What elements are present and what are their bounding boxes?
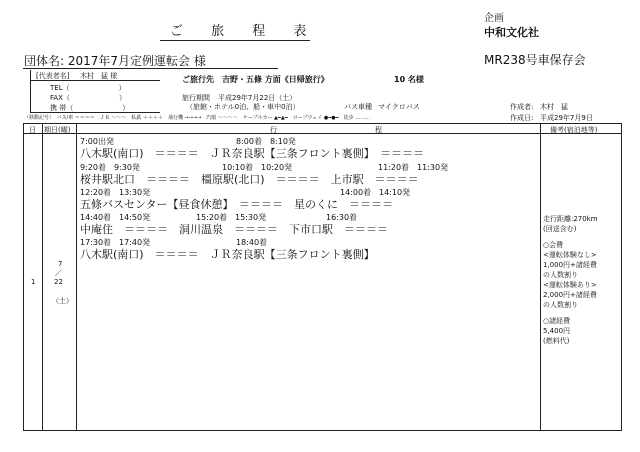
transport-legend: （移動記号） バス/車 ＝＝＝＝ ＪＲ ～～～ 私鉄 ＋＋＋＋ 飛行機 →→→→ 汽船 ～～～～ ケーブルカー ▲━▲━ ロープウェイ ●━●━ 徒歩 ………: [24, 115, 371, 121]
date-month: 7: [58, 260, 63, 268]
rep-fax: FAX（ ）: [50, 94, 126, 102]
organizer-label: 企画: [484, 13, 504, 24]
stay-info: （旅館・ホテル0泊、船・車中0泊）: [186, 103, 300, 111]
day-number: 1: [31, 278, 36, 286]
itinerary-time: 14:40着 14:50発: [80, 213, 151, 222]
author-label: 作成者:: [510, 103, 534, 111]
bus-value: マイクロバス: [378, 103, 420, 111]
period-value: 平成29年7月22日（土）: [218, 94, 297, 102]
page-title: ご 旅 程 表: [170, 24, 319, 39]
remark-line: の人数割り: [543, 271, 578, 279]
date-day: 22: [54, 278, 63, 286]
rep-line-2: [30, 112, 160, 113]
remarks-block: [543, 214, 598, 346]
group-name: 団体名: 2017年7月定例運転会 様: [24, 54, 206, 68]
itinerary-time: 15:20着 15:30発: [196, 213, 267, 222]
col-divider-day: [42, 123, 43, 430]
created-value: 平成29年7月9日: [540, 114, 593, 122]
date-weekday: （土）: [52, 297, 73, 305]
rep-line-left: [30, 70, 31, 112]
organizer-name: 中和文化社: [484, 26, 539, 39]
remark-line: 5,400円: [543, 327, 571, 335]
col-divider-date: [76, 123, 77, 430]
itinerary-route: 桜井駅北口 ＝＝＝＝ 橿原駅(北口) ＝＝＝＝ 上市駅 ＝＝＝＝: [80, 173, 419, 186]
rep-mobile: 携 帯（ ）: [50, 104, 130, 112]
header-remarks: 備考(宿泊地等): [550, 126, 598, 134]
itinerary-time: 9:20着 9:30発: [80, 163, 140, 172]
bus-label: バス車種: [344, 103, 372, 111]
remark-line: (回送含む): [543, 225, 577, 233]
itinerary-time: 16:30着: [326, 213, 358, 222]
participant-count: 10 名様: [394, 75, 424, 84]
itinerary-route: 五條バスセンター【昼食休憩】 ＝＝＝＝ 星のくに ＝＝＝＝: [80, 198, 394, 211]
remark-line: ○会費: [543, 241, 564, 249]
rep-name: 木村 猛 様: [80, 72, 118, 80]
remark-line: 走行距離:270km: [543, 215, 598, 223]
remark-line: ○諸経費: [543, 317, 571, 325]
col-divider-remarks: [540, 123, 541, 430]
period-label: 旅行期間: [182, 94, 210, 102]
itinerary-time: 14:00着 14:10発: [340, 188, 411, 197]
rep-label: [代表者名]: [36, 72, 70, 80]
rep-line-1: [30, 80, 160, 81]
title-underline: [160, 40, 310, 41]
itinerary-route: 中庵住 ＝＝＝＝ 洞川温泉 ＝＝＝＝ 下市口駅 ＝＝＝＝: [80, 223, 388, 236]
remark-line: 2,000円+諸経費: [543, 291, 597, 299]
remark-line: <運転体験あり>: [543, 281, 597, 289]
header-date: 期日(曜): [44, 126, 71, 134]
club-name: MR238号車保存会: [484, 53, 586, 67]
itinerary-time: 11:20着 11:30発: [378, 163, 449, 172]
destination-label: ご旅行先: [182, 75, 214, 84]
itinerary-time: 17:30着 17:40発: [80, 238, 151, 247]
remark-line: 1,000円+諸経費: [543, 261, 597, 269]
itinerary-time: 12:20着 13:30発: [80, 188, 151, 197]
itinerary-time: 7:00出発: [80, 137, 114, 146]
date-slash: ／: [55, 269, 62, 277]
remark-line: <運転体験なし>: [543, 251, 597, 259]
itinerary-time: 8:00着 8:10発: [236, 137, 296, 146]
header-day: 日: [29, 126, 36, 134]
itinerary-time: 10:10着 10:20発: [222, 163, 293, 172]
header-itinerary: 行 程: [270, 126, 382, 134]
author-value: 木村 猛: [540, 103, 568, 111]
remark-line: の人数割り: [543, 301, 578, 309]
itinerary-route: 八木駅(南口) ＝＝＝＝ ＪＲ奈良駅【三条フロント裏側】 ＝＝＝＝: [80, 147, 425, 160]
destination-value: 吉野・五條 方面《日帰旅行》: [222, 75, 329, 84]
remark-line: (燃料代): [543, 337, 570, 345]
created-label: 作成日:: [510, 114, 534, 122]
group-underline: [23, 68, 278, 69]
itinerary-time: 18:40着: [236, 238, 268, 247]
itinerary-route: 八木駅(南口) ＝＝＝＝ ＪＲ奈良駅【三条フロント裏側】: [80, 248, 375, 261]
rep-tel: TEL（ ）: [50, 84, 126, 92]
